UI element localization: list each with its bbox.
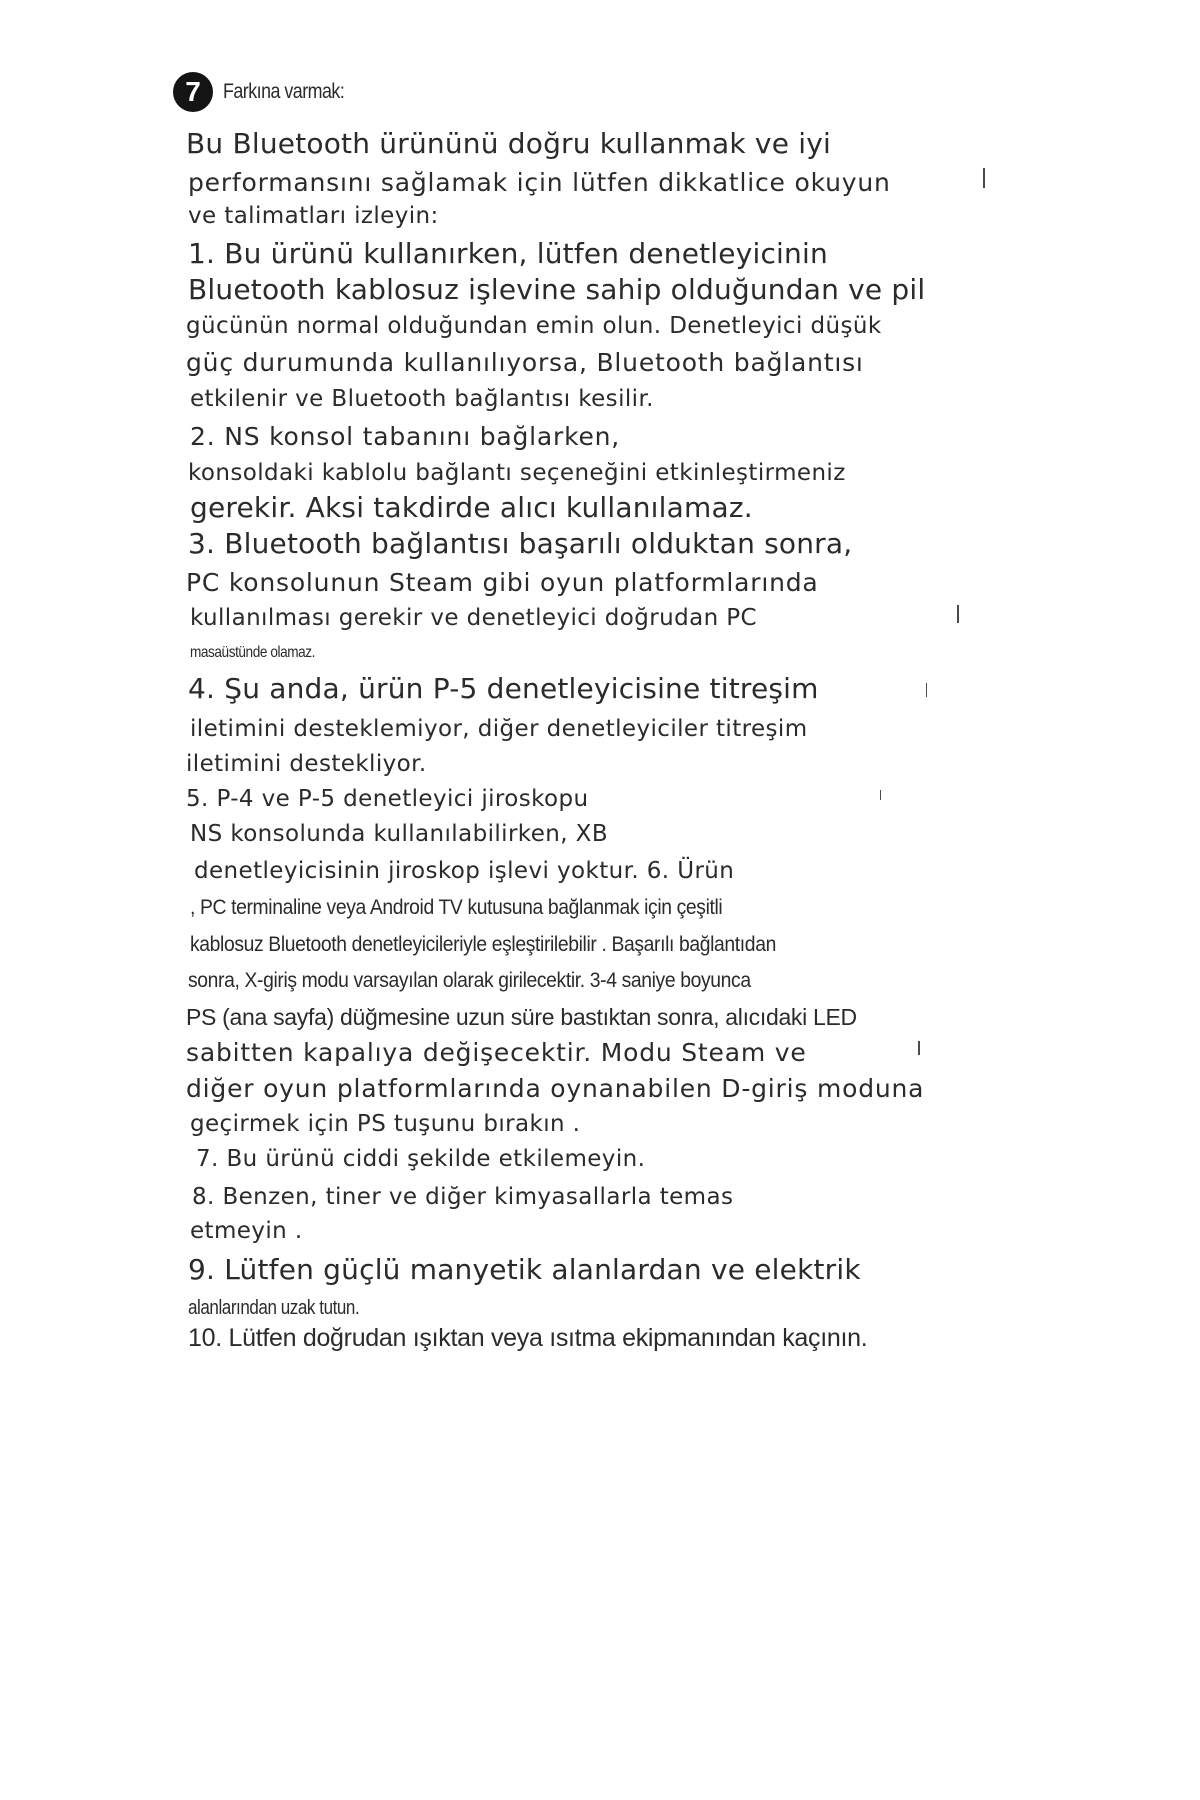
section-header bbox=[173, 72, 366, 112]
text-line: PS (ana sayfa) düğmesine uzun süre bastıktan sonra, alıcıdaki LED bbox=[186, 1004, 857, 1030]
text-line: masaüstünde olamaz. bbox=[190, 644, 315, 661]
text-line: 2. NS konsol tabanını bağlarken, bbox=[190, 422, 621, 451]
text-line: 9. Lütfen güçlü manyetik alanlardan ve elektrik bbox=[188, 1253, 861, 1286]
text-line: iletimini destekliyor. bbox=[186, 751, 427, 777]
text-line: 8. Benzen, tiner ve diğer kimyasallarla temas bbox=[192, 1184, 734, 1210]
text-line: Bluetooth kablosuz işlevine sahip olduğundan ve pil bbox=[188, 273, 926, 306]
text-line: ve talimatları izleyin: bbox=[188, 203, 439, 229]
text-line: denetleyicisinin jiroskop işlevi yoktur. 6. Ürün bbox=[194, 858, 735, 884]
scan-mark bbox=[880, 790, 881, 800]
text-line: güç durumunda kullanılıyorsa, Bluetooth bağlantısı bbox=[186, 348, 864, 377]
text-line: etkilenir ve Bluetooth bağlantısı kesilir. bbox=[190, 386, 654, 412]
text-line: konsoldaki kablolu bağlantı seçeneğini etkinleştirmeniz bbox=[188, 460, 846, 486]
text-line: 7. Bu ürünü ciddi şekilde etkilemeyin. bbox=[196, 1146, 646, 1172]
text-line: 10. Lütfen doğrudan ışıktan veya ısıtma ekipmanından kaçının. bbox=[188, 1324, 868, 1352]
text-line: sonra, X-giriş modu varsayılan olarak girilecektir. 3-4 saniye boyunca bbox=[188, 969, 751, 992]
text-line: PC konsolunun Steam gibi oyun platformlarında bbox=[186, 568, 819, 597]
text-line: sabitten kapalıya değişecektir. Modu Steam ve bbox=[186, 1038, 807, 1067]
text-line: gücünün normal olduğundan emin olun. Denetleyici düşük bbox=[186, 313, 882, 339]
text-line: Bu Bluetooth ürününü doğru kullanmak ve iyi bbox=[186, 127, 831, 160]
text-line: 4. Şu anda, ürün P-5 denetleyicisine titreşim bbox=[188, 672, 819, 705]
scan-mark bbox=[926, 683, 927, 697]
text-line: etmeyin . bbox=[190, 1218, 303, 1244]
section-title: Farkına varmak: bbox=[223, 80, 345, 103]
scan-mark bbox=[983, 168, 985, 188]
text-line: iletimini desteklemiyor, diğer denetleyiciler titreşim bbox=[190, 716, 808, 742]
section-number-badge: 7 bbox=[173, 72, 213, 112]
text-line: kablosuz Bluetooth denetleyicileriyle eşleştirilebilir . Başarılı bağlantıdan bbox=[190, 933, 776, 956]
scan-mark bbox=[957, 605, 959, 623]
text-line: performansını sağlamak için lütfen dikkatlice okuyun bbox=[188, 168, 891, 197]
text-line: diğer oyun platformlarında oynanabilen D-giriş moduna bbox=[186, 1074, 925, 1103]
text-line: geçirmek için PS tuşunu bırakın . bbox=[190, 1111, 581, 1137]
text-line: NS konsolunda kullanılabilirken, XB bbox=[190, 821, 608, 847]
scan-mark bbox=[918, 1041, 920, 1055]
text-line: kullanılması gerekir ve denetleyici doğrudan PC bbox=[190, 605, 758, 631]
text-line: 3. Bluetooth bağlantısı başarılı olduktan sonra, bbox=[188, 527, 853, 560]
text-line: 5. P-4 ve P-5 denetleyici jiroskopu bbox=[186, 786, 589, 812]
text-line: , PC terminaline veya Android TV kutusuna bağlanmak için çeşitli bbox=[190, 896, 723, 919]
text-line: alanlarından uzak tutun. bbox=[188, 1297, 360, 1319]
text-line: 1. Bu ürünü kullanırken, lütfen denetleyicinin bbox=[188, 237, 828, 270]
text-line: gerekir. Aksi takdirde alıcı kullanılamaz. bbox=[190, 491, 753, 524]
